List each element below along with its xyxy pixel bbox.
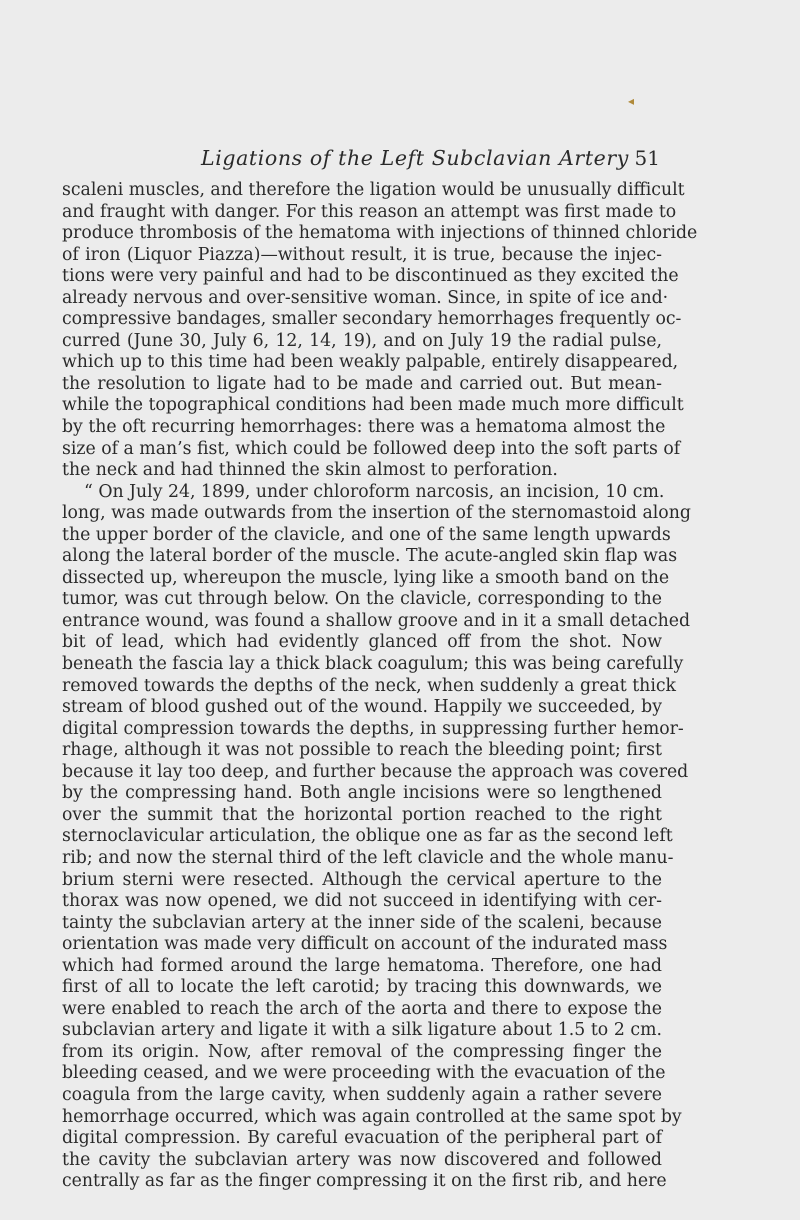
text-line: entrance wound, was found a shallow groove and in it a small detached (62, 610, 691, 631)
body-text (62, 180, 698, 1193)
text-line: coagula from the large cavity, when suddenly again a rather severe (62, 1084, 662, 1105)
text-line: rib; and now the sternal third of the left clavicle and the whole manu- (62, 847, 674, 868)
text-line: “ On July 24, 1899, under chloroform narcosis, an incision, 10 cm. (84, 481, 665, 502)
text-line: produce thrombosis of the hematoma with injections of thinned chloride (62, 223, 698, 244)
text-line: the resolution to ligate had to be made and carried out. But mean- (62, 373, 662, 394)
text-line: the upper border of the clavicle, and one of the same length upwards (62, 524, 671, 545)
page-header (62, 140, 660, 174)
text-line: subclavian artery and ligate it with a silk ligature about 1.5 to 2 cm. (62, 1020, 662, 1041)
text-line: centrally as far as the finger compressing it on the first rib, and here (62, 1171, 667, 1192)
text-line: by the oft recurring hemorrhages: there was a hematoma almost the (62, 417, 666, 438)
text-line: from its origin. Now, after removal of the compressing finger the (62, 1041, 662, 1062)
text-line: along the lateral border of the muscle. The acute-angled skin flap was (62, 546, 678, 567)
text-line: were enabled to reach the arch of the aorta and there to expose the (62, 998, 662, 1019)
text-line: compressive bandages, smaller secondary hemorrhages frequently oc- (62, 309, 682, 330)
text-line: and fraught with danger. For this reason an attempt was first made to (62, 201, 677, 222)
text-line: beneath the fascia lay a thick black coagulum; this was being carefully (62, 654, 684, 675)
text-line: which had formed around the large hematoma. Therefore, one had (62, 955, 662, 976)
text-line: by the compressing hand. Both angle incisions were so lengthened (62, 783, 662, 804)
text-line: bit of lead, which had evidently glanced off from the shot. Now (62, 632, 662, 653)
text-line: long, was made outwards from the insertion of the sternomastoid along (62, 503, 691, 524)
text-line: sternoclavicular articulation, the oblique one as far as the second left (62, 826, 673, 847)
text-line: removed towards the depths of the neck, when suddenly a great thick (62, 675, 676, 696)
text-line: bleeding ceased, and we were proceeding with the evacuation of the (62, 1063, 666, 1084)
text-line: rhage, although it was not possible to reach the bleeding point; first (62, 740, 662, 761)
text-line: dissected up, whereupon the muscle, lying like a smooth band on the (62, 567, 670, 588)
text-line: hemorrhage occurred, which was again controlled at the same spot by (62, 1106, 682, 1127)
text-line: brium sterni were resected. Although the cervical aperture to the (62, 869, 662, 890)
text-line: stream of blood gushed out of the wound. Happily we succeeded, by (62, 697, 662, 718)
text-line: tumor, was cut through below. On the clavicle, corresponding to the (62, 589, 662, 610)
page-number: 51 (634, 146, 660, 170)
text-line: size of a man’s fist, which could be followed deep into the soft parts of (62, 438, 681, 459)
running-title: Ligations of the Left Subclavian Artery (201, 146, 629, 170)
text-line: digital compression towards the depths, in suppressing further hemor- (62, 718, 684, 739)
text-line: the neck and had thinned the skin almost to perforation. (62, 460, 558, 481)
text-line: already nervous and over-sensitive woman. Since, in spite of ice and· (62, 287, 669, 308)
text-line: tainty the subclavian artery at the inner side of the scaleni, because (62, 912, 662, 933)
text-line: scaleni muscles, and therefore the ligation would be unusually difficult (62, 180, 685, 200)
text-line: over the summit that the horizontal portion reached to the right (62, 804, 662, 825)
text-line: digital compression. By careful evacuation of the peripheral part of (62, 1128, 662, 1149)
text-line: tions were very painful and had to be discontinued as they excited the (62, 266, 679, 287)
margin-mark: ◂ (628, 94, 635, 108)
text-line: because it lay too deep, and further because the approach was covered (62, 761, 689, 782)
text-line: of iron (Liquor Piazza)—without result, it is true, because the injec- (62, 244, 662, 265)
text-line: which up to this time had been weakly palpable, entirely disappeared, (62, 352, 679, 373)
text-line: the cavity the subclavian artery was now discovered and followed (62, 1149, 662, 1170)
text-line: thorax was now opened, we did not succeed in identifying with cer- (62, 891, 662, 912)
text-line: first of all to locate the left carotid; by tracing this downwards, we (62, 977, 662, 998)
text-line: curred (June 30, July 6, 12, 14, 19), and on July 19 the radial pulse, (62, 330, 662, 351)
text-line: while the topographical conditions had been made much more difficult (62, 395, 684, 416)
text-line: orientation was made very difficult on account of the indurated mass (62, 934, 668, 955)
